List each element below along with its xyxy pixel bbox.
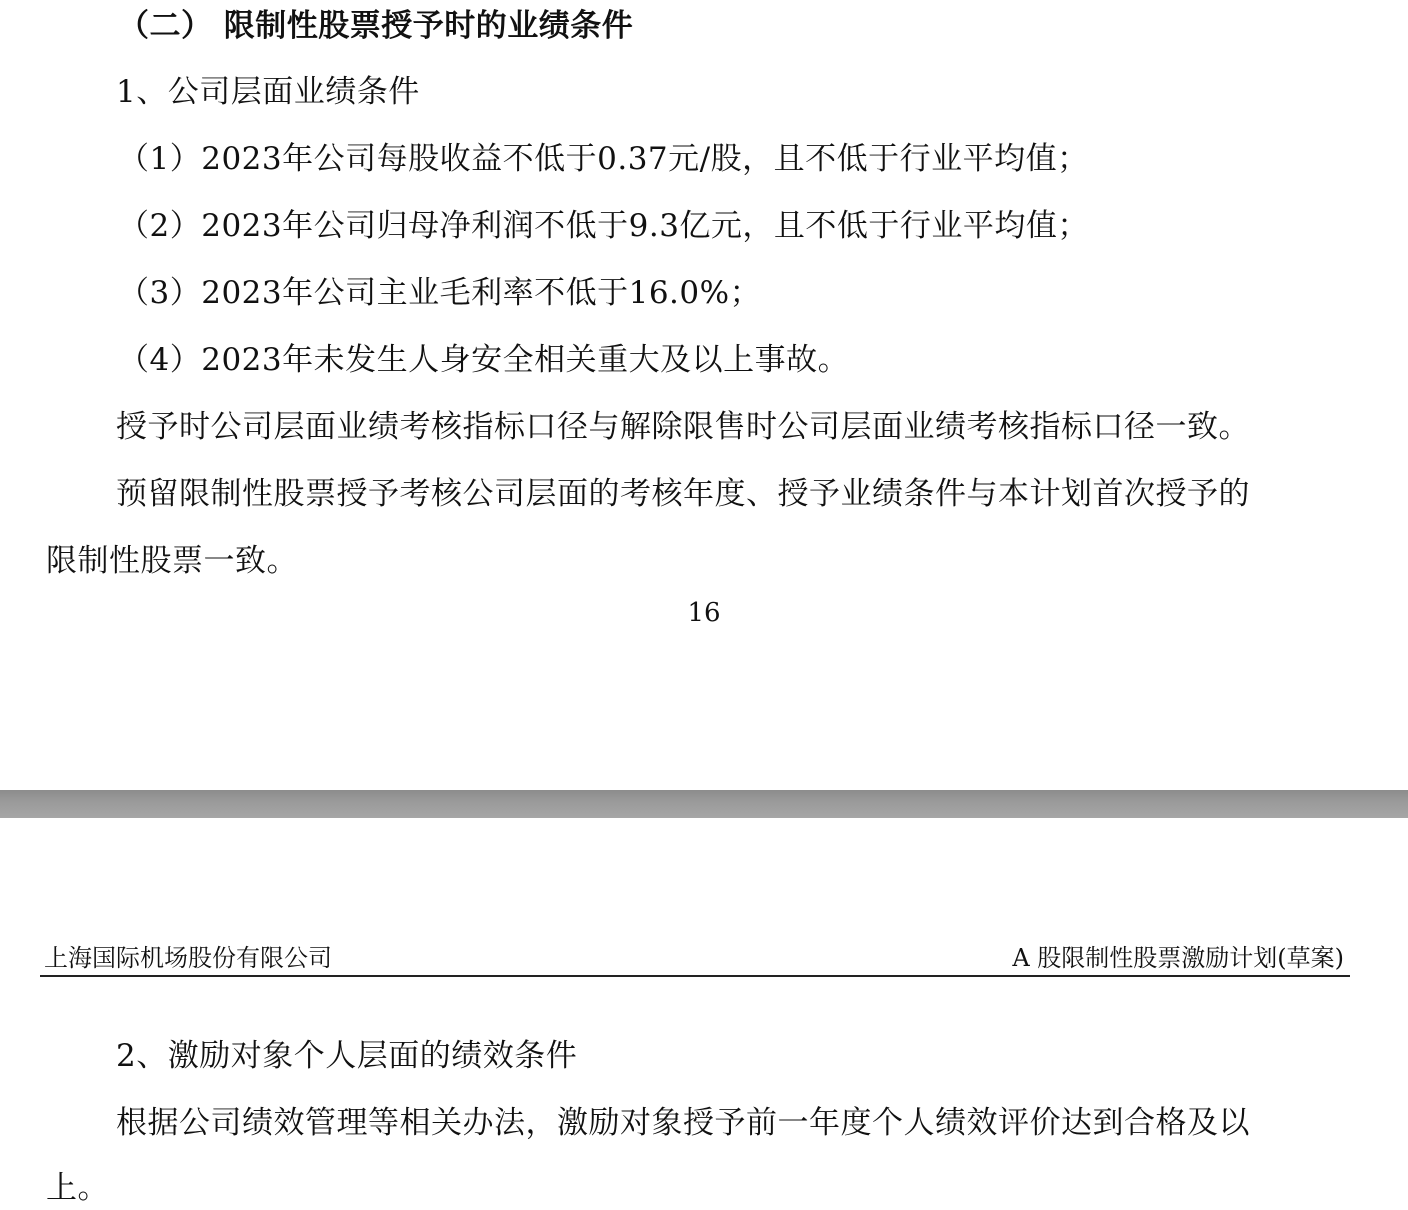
condition-item: （1）2023年公司每股收益不低于0.37元/股，且不低于行业平均值； [118,141,1089,177]
document-page-17 [0,818,1408,1210]
paragraph-text: 限制性股票一致。 [46,543,298,579]
subsection-heading: 1、公司层面业绩条件 [116,74,420,110]
condition-item: （4）2023年未发生人身安全相关重大及以上事故。 [118,342,850,378]
paragraph-text: 根据公司绩效管理等相关办法，激励对象授予前一年度个人绩效评价达到合格及以 [116,1105,1250,1141]
header-rule [40,975,1350,977]
page-separator [0,790,1408,818]
header-company-name: 上海国际机场股份有限公司 [44,944,332,972]
condition-item: （3）2023年公司主业毛利率不低于16.0%； [118,275,762,311]
paragraph-text: 上。 [46,1170,109,1206]
section-heading: （二） 限制性股票授予时的业绩条件 [118,8,634,44]
paragraph-text: 预留限制性股票授予考核公司层面的考核年度、授予业绩条件与本计划首次授予的 [116,476,1250,512]
paragraph-text: 授予时公司层面业绩考核指标口径与解除限售时公司层面业绩考核指标口径一致。 [116,409,1250,445]
condition-item: （2）2023年公司归母净利润不低于9.3亿元，且不低于行业平均值； [118,208,1089,244]
page-number: 16 [687,598,721,628]
header-document-title: A 股限制性股票激励计划(草案) [1012,944,1344,972]
subsection-heading: 2、激励对象个人层面的绩效条件 [116,1038,578,1074]
